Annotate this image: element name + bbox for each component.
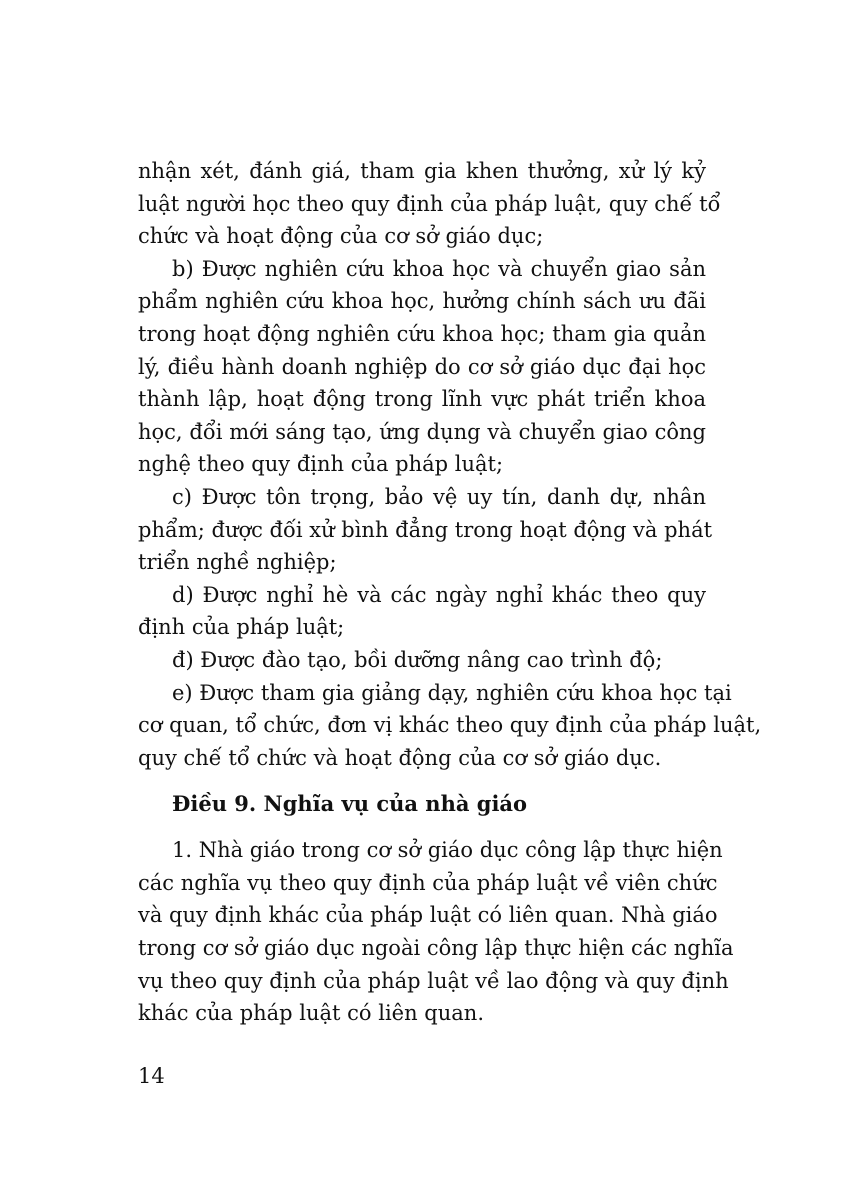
document-page (138, 155, 762, 1030)
text-line: c) Được tôn trọng, bảo vệ uy tín, danh dự, nhân (172, 484, 706, 509)
text-line: và quy định khác của pháp luật có liên quan. Nhà giáo (138, 903, 718, 928)
article-heading: Điều 9. Nghĩa vụ của nhà giáo (172, 791, 528, 817)
text-line: 1. Nhà giáo trong cơ sở giáo dục công lập thực hiện (172, 838, 723, 863)
text-line: triển nghề nghiệp; (138, 550, 337, 575)
text-line: trong cơ sở giáo dục ngoài công lập thực hiện các nghĩa (138, 936, 734, 961)
text-line: thành lập, hoạt động trong lĩnh vực phát triển khoa (138, 387, 706, 412)
text-line: định của pháp luật; (138, 615, 345, 640)
text-line: quy chế tổ chức và hoạt động của cơ sở giáo dục. (138, 745, 662, 770)
text-line: chức và hoạt động của cơ sở giáo dục; (138, 224, 544, 249)
text-line: vụ theo quy định của pháp luật về lao động và quy định (138, 968, 729, 993)
text-line: đ) Được đào tạo, bồi dưỡng nâng cao trình độ; (172, 647, 663, 672)
text-line: e) Được tham gia giảng dạy, nghiên cứu khoa học tại (172, 680, 732, 705)
text-line: khác của pháp luật có liên quan. (138, 1001, 484, 1026)
text-line: học, đổi mới sáng tạo, ứng dụng và chuyển giao công (138, 419, 706, 444)
text-line: các nghĩa vụ theo quy định của pháp luật về viên chức (138, 870, 718, 895)
text-line: d) Được nghỉ hè và các ngày nghỉ khác theo quy (172, 582, 706, 607)
text-line: cơ quan, tổ chức, đơn vị khác theo quy định của pháp luật, (138, 713, 762, 738)
text-line: b) Được nghiên cứu khoa học và chuyển giao sản (172, 256, 706, 281)
text-line: nhận xét, đánh giá, tham gia khen thưởng, xử lý kỷ (138, 159, 706, 183)
text-line: lý, điều hành doanh nghiệp do cơ sở giáo dục đại học (138, 354, 706, 379)
text-line: phẩm nghiên cứu khoa học, hưởng chính sách ưu đãi (138, 289, 706, 314)
body-text-top (138, 155, 762, 774)
body-text-bottom (138, 834, 734, 1030)
text-line: luật người học theo quy định của pháp luật, quy chế tổ (138, 191, 721, 216)
text-line: phẩm; được đối xử bình đẳng trong hoạt động và phát (138, 517, 713, 542)
text-line: nghệ theo quy định của pháp luật; (138, 452, 504, 477)
text-line: trong hoạt động nghiên cứu khoa học; tham gia quản (138, 321, 706, 346)
page-number: 14 (138, 1064, 165, 1088)
